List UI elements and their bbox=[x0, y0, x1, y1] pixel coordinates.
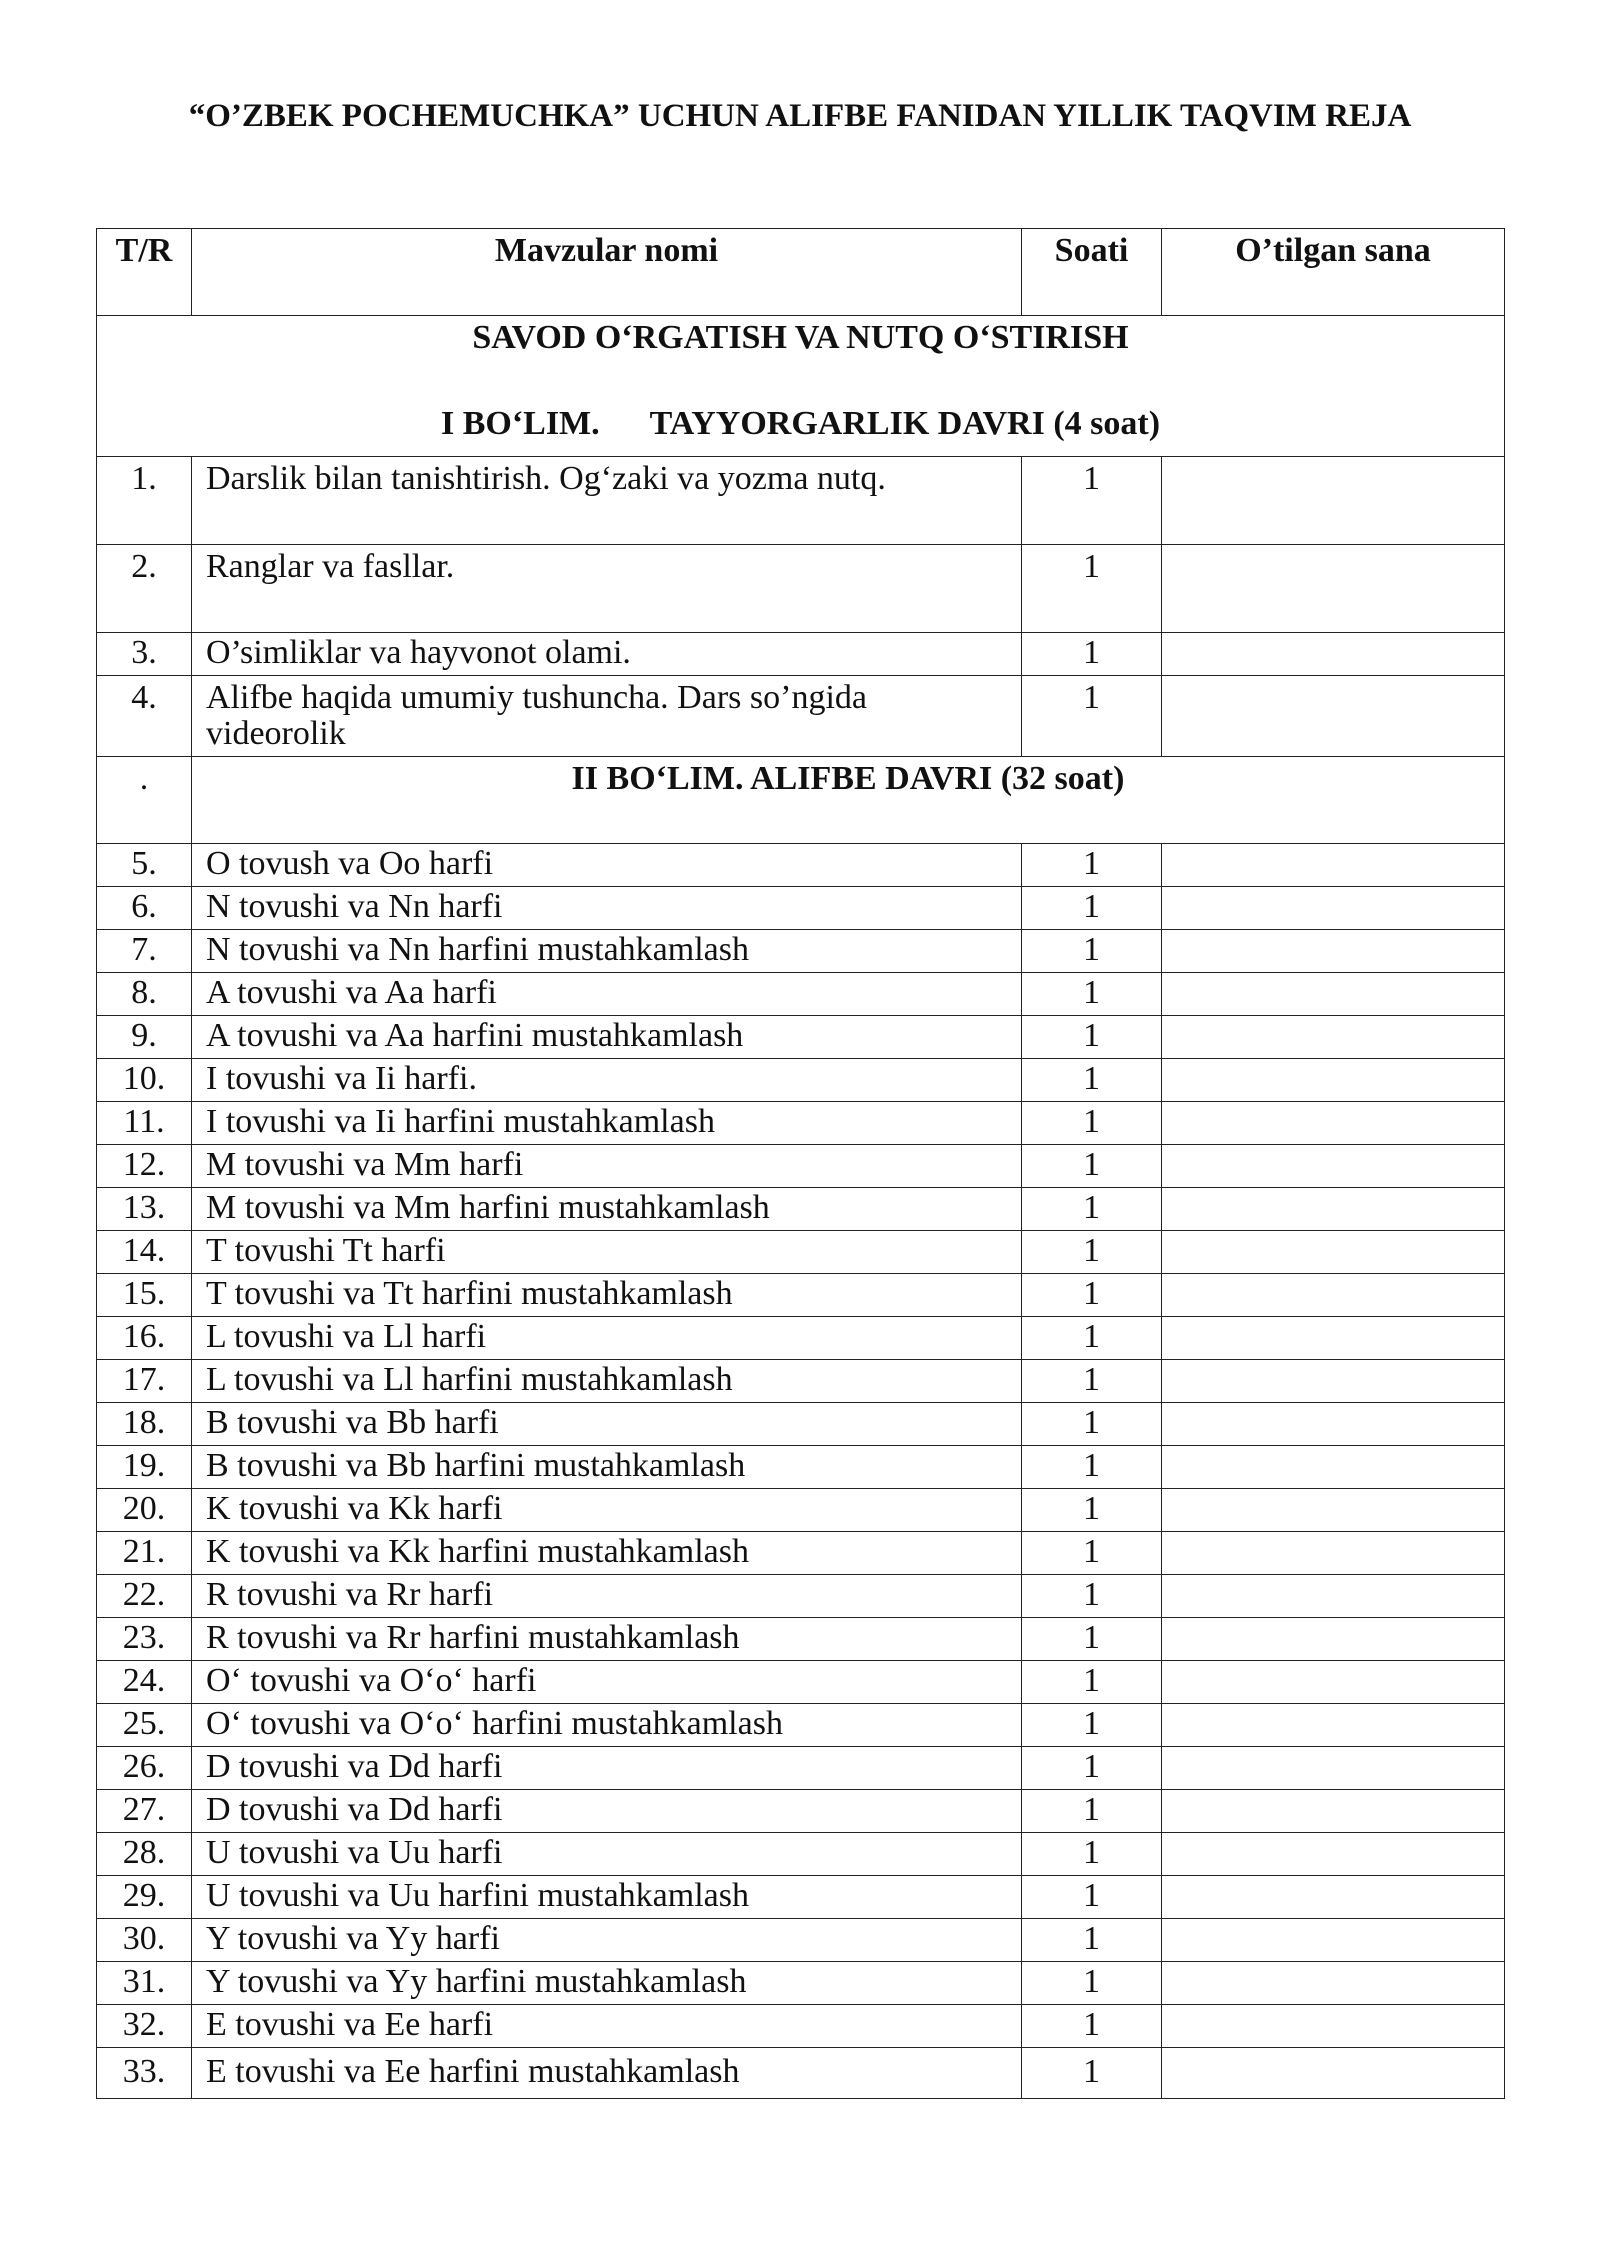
table-row bbox=[97, 2005, 1505, 2048]
row-number: 25. bbox=[97, 1704, 192, 1747]
header-hours: Soati bbox=[1022, 229, 1162, 316]
row-date bbox=[1162, 1618, 1505, 1661]
row-date bbox=[1162, 1833, 1505, 1876]
row-number: 10. bbox=[97, 1059, 192, 1102]
header-topic: Mavzular nomi bbox=[192, 229, 1022, 316]
row-number: 9. bbox=[97, 1016, 192, 1059]
row-date bbox=[1162, 1446, 1505, 1489]
row-topic: I tovushi va Ii harfini mustahkamlash bbox=[192, 1102, 1022, 1145]
row-number: 8. bbox=[97, 973, 192, 1016]
row-number: 3. bbox=[97, 633, 192, 676]
row-hours: 1 bbox=[1022, 2048, 1162, 2099]
row-hours: 1 bbox=[1022, 1188, 1162, 1231]
row-date bbox=[1162, 2048, 1505, 2099]
row-date bbox=[1162, 1962, 1505, 2005]
row-topic: E tovushi va Ee harfini mustahkamlash bbox=[192, 2048, 1022, 2099]
row-number: 4. bbox=[97, 676, 192, 757]
row-topic: M tovushi va Mm harfi bbox=[192, 1145, 1022, 1188]
section2-title: II BO‘LIM. ALIFBE DAVRI (32 soat) bbox=[192, 757, 1505, 844]
table-row bbox=[97, 973, 1505, 1016]
table-row bbox=[97, 1231, 1505, 1274]
table-row bbox=[97, 1059, 1505, 1102]
row-topic: D tovushi va Dd harfi bbox=[192, 1790, 1022, 1833]
row-number: 26. bbox=[97, 1747, 192, 1790]
row-number: 11. bbox=[97, 1102, 192, 1145]
row-date bbox=[1162, 1575, 1505, 1618]
row-number: 13. bbox=[97, 1188, 192, 1231]
table-body bbox=[97, 316, 1505, 2099]
table-row bbox=[97, 1876, 1505, 1919]
table-row bbox=[97, 2048, 1505, 2099]
table-row bbox=[97, 1360, 1505, 1403]
table-row bbox=[97, 930, 1505, 973]
row-date bbox=[1162, 1102, 1505, 1145]
table-row bbox=[97, 1317, 1505, 1360]
row-hours: 1 bbox=[1022, 1704, 1162, 1747]
row-number: 32. bbox=[97, 2005, 192, 2048]
main-section-title: SAVOD O‘RGATISH VA NUTQ O‘STIRISH bbox=[472, 319, 1129, 356]
row-number: 31. bbox=[97, 1962, 192, 2005]
row-hours: 1 bbox=[1022, 1876, 1162, 1919]
row-topic: L tovushi va Ll harfi bbox=[192, 1317, 1022, 1360]
row-number: 16. bbox=[97, 1317, 192, 1360]
row-topic: O‘ tovushi va O‘o‘ harfi bbox=[192, 1661, 1022, 1704]
row-topic: K tovushi va Kk harfi bbox=[192, 1489, 1022, 1532]
row-topic: U tovushi va Uu harfi bbox=[192, 1833, 1022, 1876]
row-number: 18. bbox=[97, 1403, 192, 1446]
row-date bbox=[1162, 1188, 1505, 1231]
row-hours: 1 bbox=[1022, 1231, 1162, 1274]
calendar-plan-table bbox=[96, 228, 1505, 2099]
row-topic: T tovushi va Tt harfini mustahkamlash bbox=[192, 1274, 1022, 1317]
row-topic: B tovushi va Bb harfini mustahkamlash bbox=[192, 1446, 1022, 1489]
table-row bbox=[97, 1747, 1505, 1790]
row-date bbox=[1162, 844, 1505, 887]
section-heading-row bbox=[97, 316, 1505, 457]
row-date bbox=[1162, 545, 1505, 633]
row-date bbox=[1162, 457, 1505, 545]
table-row bbox=[97, 1446, 1505, 1489]
row-date bbox=[1162, 1360, 1505, 1403]
table-row bbox=[97, 1919, 1505, 1962]
row-hours: 1 bbox=[1022, 1360, 1162, 1403]
table-row bbox=[97, 1575, 1505, 1618]
row-number: 24. bbox=[97, 1661, 192, 1704]
table-row bbox=[97, 545, 1505, 633]
row-hours: 1 bbox=[1022, 1833, 1162, 1876]
row-number: 6. bbox=[97, 887, 192, 930]
row-hours: 1 bbox=[1022, 545, 1162, 633]
row-topic: O tovush va Oo harfi bbox=[192, 844, 1022, 887]
row-date bbox=[1162, 2005, 1505, 2048]
table-row bbox=[97, 1188, 1505, 1231]
table-row bbox=[97, 1274, 1505, 1317]
row-hours: 1 bbox=[1022, 1790, 1162, 1833]
row-date bbox=[1162, 1876, 1505, 1919]
row-hours: 1 bbox=[1022, 973, 1162, 1016]
row-hours: 1 bbox=[1022, 1446, 1162, 1489]
row-number: 12. bbox=[97, 1145, 192, 1188]
row-hours: 1 bbox=[1022, 1747, 1162, 1790]
row-number: 22. bbox=[97, 1575, 192, 1618]
row-topic: N tovushi va Nn harfini mustahkamlash bbox=[192, 930, 1022, 973]
row-topic: M tovushi va Mm harfini mustahkamlash bbox=[192, 1188, 1022, 1231]
section1-title: TAYYORGARLIK DAVRI (4 soat) bbox=[649, 405, 1161, 442]
row-topic: K tovushi va Kk harfini mustahkamlash bbox=[192, 1532, 1022, 1575]
row-hours: 1 bbox=[1022, 844, 1162, 887]
row-date bbox=[1162, 1145, 1505, 1188]
row-hours: 1 bbox=[1022, 1575, 1162, 1618]
table-row bbox=[97, 676, 1505, 757]
section1-heading bbox=[111, 406, 1490, 456]
table-row bbox=[97, 1661, 1505, 1704]
row-number: 2. bbox=[97, 545, 192, 633]
row-hours: 1 bbox=[1022, 457, 1162, 545]
row-topic: A tovushi va Aa harfi bbox=[192, 973, 1022, 1016]
row-topic: D tovushi va Dd harfi bbox=[192, 1747, 1022, 1790]
row-hours: 1 bbox=[1022, 1618, 1162, 1661]
row-hours: 1 bbox=[1022, 676, 1162, 757]
row-hours: 1 bbox=[1022, 1145, 1162, 1188]
row-date bbox=[1162, 973, 1505, 1016]
row-hours: 1 bbox=[1022, 2005, 1162, 2048]
row-topic: I tovushi va Ii harfi. bbox=[192, 1059, 1022, 1102]
row-date bbox=[1162, 633, 1505, 676]
row-topic: A tovushi va Aa harfini mustahkamlash bbox=[192, 1016, 1022, 1059]
row-date bbox=[1162, 1489, 1505, 1532]
section1-label: I BO‘LIM. bbox=[440, 405, 600, 442]
row-hours: 1 bbox=[1022, 1919, 1162, 1962]
row-topic: Y tovushi va Yy harfini mustahkamlash bbox=[192, 1962, 1022, 2005]
document-title: “O’ZBEK POCHEMUCHKA” UCHUN ALIFBE FANIDAN YILLIK TAQVIM REJA bbox=[188, 98, 1412, 134]
table-row bbox=[97, 633, 1505, 676]
row-date bbox=[1162, 1790, 1505, 1833]
section2-heading-row bbox=[97, 757, 1505, 844]
table-row bbox=[97, 1618, 1505, 1661]
row-date bbox=[1162, 1016, 1505, 1059]
row-date bbox=[1162, 1403, 1505, 1446]
row-hours: 1 bbox=[1022, 1274, 1162, 1317]
table-row bbox=[97, 1704, 1505, 1747]
row-date bbox=[1162, 1274, 1505, 1317]
table-row bbox=[97, 1145, 1505, 1188]
row-number: 28. bbox=[97, 1833, 192, 1876]
row-topic: U tovushi va Uu harfini mustahkamlash bbox=[192, 1876, 1022, 1919]
row-topic: B tovushi va Bb harfi bbox=[192, 1403, 1022, 1446]
row-date bbox=[1162, 1704, 1505, 1747]
row-topic: E tovushi va Ee harfi bbox=[192, 2005, 1022, 2048]
row-hours: 1 bbox=[1022, 1102, 1162, 1145]
row-date bbox=[1162, 676, 1505, 757]
table-row bbox=[97, 844, 1505, 887]
row-hours: 1 bbox=[1022, 1403, 1162, 1446]
table-row bbox=[97, 1102, 1505, 1145]
header-row bbox=[97, 229, 1505, 316]
row-number: 15. bbox=[97, 1274, 192, 1317]
row-number: 33. bbox=[97, 2048, 192, 2099]
row-hours: 1 bbox=[1022, 1317, 1162, 1360]
row-number: 29. bbox=[97, 1876, 192, 1919]
row-topic: R tovushi va Rr harfini mustahkamlash bbox=[192, 1618, 1022, 1661]
header-date: O’tilgan sana bbox=[1162, 229, 1505, 316]
row-number: 1. bbox=[97, 457, 192, 545]
row-number: 21. bbox=[97, 1532, 192, 1575]
row-date bbox=[1162, 887, 1505, 930]
row-hours: 1 bbox=[1022, 1489, 1162, 1532]
row-topic: Ranglar va fasllar. bbox=[192, 545, 1022, 633]
row-date bbox=[1162, 1059, 1505, 1102]
row-topic: L tovushi va Ll harfini mustahkamlash bbox=[192, 1360, 1022, 1403]
table-header bbox=[97, 229, 1505, 316]
row-topic: Y tovushi va Yy harfi bbox=[192, 1919, 1022, 1962]
row-hours: 1 bbox=[1022, 1962, 1162, 2005]
row-topic: O‘ tovushi va O‘o‘ harfini mustahkamlash bbox=[192, 1704, 1022, 1747]
row-date bbox=[1162, 1661, 1505, 1704]
row-hours: 1 bbox=[1022, 1661, 1162, 1704]
table-row bbox=[97, 1790, 1505, 1833]
row-topic: Alifbe haqida umumiy tushuncha. Dars so’ngida videorolik bbox=[192, 676, 1022, 757]
table-row bbox=[97, 1403, 1505, 1446]
row-topic: T tovushi Tt harfi bbox=[192, 1231, 1022, 1274]
table-row bbox=[97, 1962, 1505, 2005]
row-topic: N tovushi va Nn harfi bbox=[192, 887, 1022, 930]
row-topic: Darslik bilan tanishtirish. Og‘zaki va yozma nutq. bbox=[192, 457, 1022, 545]
header-number: T/R bbox=[97, 229, 192, 316]
row-hours: 1 bbox=[1022, 1059, 1162, 1102]
row-number: 19. bbox=[97, 1446, 192, 1489]
table-row bbox=[97, 1489, 1505, 1532]
row-number: 7. bbox=[97, 930, 192, 973]
row-date bbox=[1162, 1317, 1505, 1360]
row-number: 27. bbox=[97, 1790, 192, 1833]
row-number: 23. bbox=[97, 1618, 192, 1661]
row-hours: 1 bbox=[1022, 1016, 1162, 1059]
row-hours: 1 bbox=[1022, 930, 1162, 973]
table-row bbox=[97, 887, 1505, 930]
row-number: 17. bbox=[97, 1360, 192, 1403]
row-number: 20. bbox=[97, 1489, 192, 1532]
row-topic: R tovushi va Rr harfi bbox=[192, 1575, 1022, 1618]
table-row bbox=[97, 457, 1505, 545]
section-heading-cell bbox=[97, 316, 1505, 457]
row-hours: 1 bbox=[1022, 633, 1162, 676]
row-number: 14. bbox=[97, 1231, 192, 1274]
row-date bbox=[1162, 1532, 1505, 1575]
row-date bbox=[1162, 1231, 1505, 1274]
row-date bbox=[1162, 1919, 1505, 1962]
row-date bbox=[1162, 1747, 1505, 1790]
row-date bbox=[1162, 930, 1505, 973]
row-number: 5. bbox=[97, 844, 192, 887]
row-hours: 1 bbox=[1022, 1532, 1162, 1575]
table-row bbox=[97, 1016, 1505, 1059]
table-row bbox=[97, 1833, 1505, 1876]
section2-number: . bbox=[97, 757, 192, 844]
row-hours: 1 bbox=[1022, 887, 1162, 930]
row-topic: O’simliklar va hayvonot olami. bbox=[192, 633, 1022, 676]
table-row bbox=[97, 1532, 1505, 1575]
row-number: 30. bbox=[97, 1919, 192, 1962]
